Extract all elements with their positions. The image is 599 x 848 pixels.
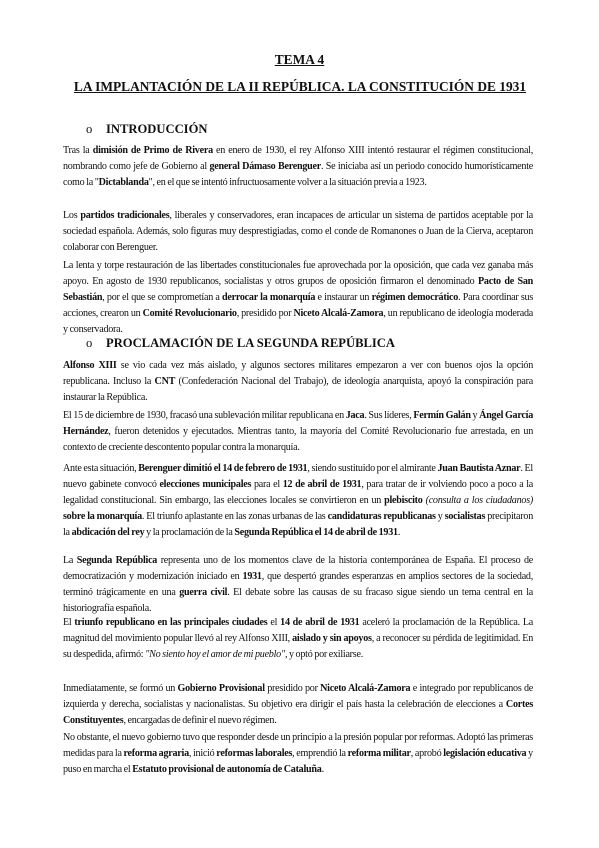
text-run: La (63, 555, 77, 566)
paragraph (63, 258, 533, 338)
text-run: . El nuevo gabinete convocó (63, 463, 533, 490)
bold-text: Alfonso XIII (63, 360, 117, 371)
bold-text: triunfo republicano en las principales ciudades (74, 617, 268, 628)
bold-text: partidos tradicionales (80, 210, 170, 221)
paragraph (63, 615, 533, 663)
text-run: presidido por (264, 683, 321, 694)
bold-text: CNT (154, 376, 176, 387)
paragraph (63, 461, 533, 541)
bullet-icon: o (86, 336, 93, 350)
text-run: , liberales y conservadores, eran incapaces de articular un sistema de partidos aceptable por la sociedad española. Además, solo figuras muy desprestigiadas, como el conde de Romanones o Juan de la Cierva, aceptaron colaborar con Berenguer. (63, 210, 533, 253)
bold-text: elecciones municipales (159, 479, 252, 490)
text-run: , presidido por (236, 308, 294, 319)
paragraph (63, 208, 533, 256)
text-run: , fueron detenidos y ejecutados. Mientras tanto, la mayoría del Comité Revolucionario fue arrestada, en un contexto de creciente descontento popular contra la monarquía. (63, 426, 533, 453)
bold-text: régimen democrático (371, 292, 459, 303)
text-run: . Para coordinar sus acciones, crearon un (63, 292, 533, 319)
section-heading-proclamacion (86, 336, 395, 351)
bold-text: Gobierno Provisional (177, 683, 265, 694)
bold-text: Pacto de San Sebastián (63, 276, 533, 303)
text-run: , para tratar de ir volviendo poco a poco a la legalidad constitucional. Sin embargo, las elecciones locales se convirtieron en un (63, 479, 534, 506)
text-run: La lenta y torpe restauración de las libertades constitucionales fue aprovechada por la oposición, que cada vez ganaba más apoyo. En agosto de 1930 republicanos, socialistas y otros grupos de oposición firmaron el denominado (63, 260, 533, 287)
text-run: , inició (188, 748, 217, 759)
bold-text: candidaturas republicanas (327, 511, 436, 522)
text-run: en enero de 1930, el rey Alfonso XIII intentó restaurar el régimen constitucional, nombrando como jefe de Gobierno al (63, 145, 534, 172)
text-run: se vio cada vez más aislado, y algunos sectores militares empezaron a ver con buenos ojos la opción republicana. Incluso la (63, 360, 533, 387)
bold-text: Fermín Galán (413, 410, 471, 421)
text-run: . Se iniciaba así un periodo conocido humorísticamente como la " (63, 161, 533, 188)
bold-text: Estatuto provisional de autonomía de Cataluña (132, 764, 322, 775)
text-run: . El debate sobre las causas de su fracaso sigue siendo un tema central en la historiografía española. (63, 587, 533, 614)
bold-text: Segunda República el 14 de abril de 1931 (234, 527, 398, 538)
paragraph (63, 408, 533, 456)
text-run: y (470, 410, 480, 421)
text-run: . El triunfo aplastante en las zonas urbanas de las (141, 511, 328, 522)
paragraph (63, 143, 533, 191)
bold-text: aislado y sin apoyos (292, 633, 372, 644)
text-run: , a reconocer su pérdida de legitimidad. En su despedida, afirmó: (63, 633, 534, 660)
text-run: aceleró la proclamación de la República. La magnitud del movimiento popular llevó al rey Alfonso XIII, (63, 617, 533, 644)
paragraph (63, 553, 533, 617)
italic-text: "No siento hoy el amor de mi pueblo" (145, 649, 285, 660)
bold-text: sobre la monarquía (63, 511, 142, 522)
bold-text: general Dámaso Berenguer (209, 161, 321, 172)
text-run: No obstante, el nuevo gobierno tuvo que responder desde un principio a la presión popular por reformas. Adoptó las primeras medidas para la (63, 732, 533, 759)
bold-text: dimisión de Primo de Rivera (92, 145, 213, 156)
text-run: , aprobó (410, 748, 444, 759)
bold-text: Jaca (345, 410, 365, 421)
section-heading-text: INTRODUCCIÓN (106, 122, 208, 136)
text-run: Inmediatamente, se formó un (63, 683, 178, 694)
text-run: . (397, 527, 401, 538)
italic-text: (consulta a los ciudadanos) (425, 495, 533, 506)
bold-text: socialistas (444, 511, 486, 522)
bold-text: reformas laborales (216, 748, 293, 759)
paragraph (63, 358, 533, 406)
text-run: , por el que se comprometían a (102, 292, 223, 303)
text-run: Ante esta situación, (63, 463, 139, 474)
bold-text: Juan Bautista Aznar (437, 463, 521, 474)
text-run: precipitaron la (63, 511, 533, 538)
text-run: , y optó por exiliarse. (284, 649, 363, 660)
bold-text: 12 de abril de 1931 (282, 479, 362, 490)
bold-text: guerra civil (179, 587, 228, 598)
text-run: Tras la (63, 145, 93, 156)
text-run: e integrado por republicanos de izquierda y derecha, socialistas y nacionalistas. Su objetivo era dirigir el país hasta la celebración de elecciones a (63, 683, 533, 710)
bold-text: legislación educativa (443, 748, 527, 759)
bold-text: abdicación del rey (71, 527, 145, 538)
page-subtitle: LA IMPLANTACIÓN DE LA II REPÚBLICA. LA CONSTITUCIÓN DE 1931 (73, 79, 527, 94)
bold-text: Berenguer dimitió el 14 de febrero de 1931 (138, 463, 308, 474)
bold-text: Comité Revolucionario (142, 308, 237, 319)
paragraph (63, 730, 533, 778)
text-run: y puso en marcha el (63, 748, 533, 775)
text-run: el (267, 617, 281, 628)
text-run: , que despertó grandes esperanzas en amplios sectores de la sociedad, terminó trágicamente en una (63, 571, 533, 598)
bold-text: Segunda República (76, 555, 158, 566)
text-run: . Sus líderes, (364, 410, 414, 421)
text-run: (Confederación Nacional del Trabajo), de ideología anarquista, apoyó la conspiración para instaurar la República. (63, 376, 533, 403)
text-run: . (321, 764, 324, 775)
section-heading-text: PROCLAMACIÓN DE LA SEGUNDA REPÚBLICA (106, 336, 395, 350)
text-run: , emprendió la (292, 748, 348, 759)
page-title: TEMA 4 (274, 52, 325, 67)
text-run: para el (251, 479, 283, 490)
text-run: , un republicano de ideología moderada y conservadora. (63, 308, 533, 335)
bold-text: derrocar la monarquía (222, 292, 316, 303)
text-run: representa uno de los momentos clave de la historia contemporánea de España. El proceso de democratización y modernización iniciado en (63, 555, 533, 582)
bold-text: plebiscito (384, 495, 423, 506)
bullet-icon: o (86, 122, 93, 136)
bold-text: 1931 (242, 571, 262, 582)
text-run: , siendo sustituido por el almirante (307, 463, 438, 474)
text-run: Los (63, 210, 81, 221)
bold-text: 14 de abril de 1931 (280, 617, 360, 628)
text-run: ", en el que se intentó infructuosamente volver a la situación previa a 1923. (148, 177, 427, 188)
text-run: y (435, 511, 445, 522)
bold-text: Ángel García Hernández (63, 410, 533, 437)
paragraph (63, 681, 533, 729)
text-run: y la proclamación de la (144, 527, 235, 538)
text-run: El 15 de diciembre de 1930, fracasó una sublevación militar republicana en (63, 410, 346, 421)
bold-text: reforma agraria (123, 748, 189, 759)
bold-text: reforma militar (347, 748, 411, 759)
section-heading-introduccion (86, 122, 207, 137)
text-run: e instaurar un (315, 292, 372, 303)
bold-text: Niceto Alcalá-Zamora (320, 683, 411, 694)
bold-text: Dictablanda (98, 177, 149, 188)
text-run: , encargadas de definir el nuevo régimen. (123, 715, 277, 726)
bold-text: Niceto Alcalá-Zamora (293, 308, 384, 319)
bold-text: Cortes Constituyentes (63, 699, 533, 726)
text-run: El (63, 617, 75, 628)
